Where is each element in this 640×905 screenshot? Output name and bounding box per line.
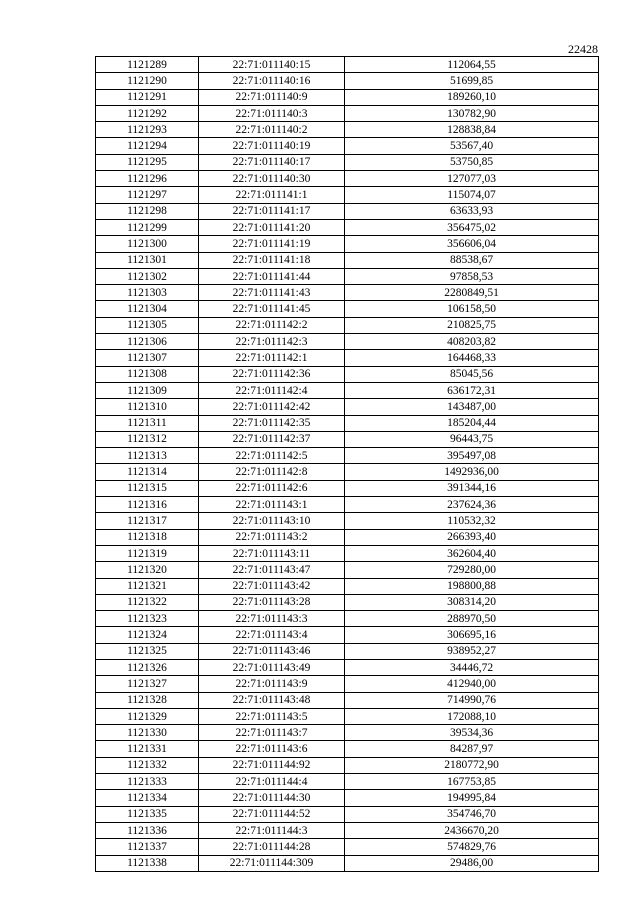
value-cell: 2436670,20 <box>345 822 599 838</box>
value-cell: 29486,00 <box>345 855 599 871</box>
table-row <box>96 301 599 317</box>
value-cell: 412940,00 <box>345 676 599 692</box>
table-row <box>96 676 599 692</box>
table-row <box>96 464 599 480</box>
value-cell: 266393,40 <box>345 529 599 545</box>
table-row <box>96 578 599 594</box>
row-id-cell: 1121328 <box>96 692 199 708</box>
cadastral-number-cell: 22:71:011142:36 <box>199 366 345 382</box>
row-id-cell: 1121295 <box>96 154 199 170</box>
value-cell: 194995,84 <box>345 790 599 806</box>
value-cell: 189260,10 <box>345 89 599 105</box>
row-id-cell: 1121303 <box>96 285 199 301</box>
cadastral-number-cell: 22:71:011142:6 <box>199 480 345 496</box>
cadastral-number-cell: 22:71:011141:1 <box>199 187 345 203</box>
cadastral-number-cell: 22:71:011142:42 <box>199 399 345 415</box>
row-id-cell: 1121317 <box>96 513 199 529</box>
row-id-cell: 1121316 <box>96 497 199 513</box>
value-cell: 362604,40 <box>345 545 599 561</box>
table-row <box>96 89 599 105</box>
table-row <box>96 448 599 464</box>
value-cell: 106158,50 <box>345 301 599 317</box>
table-row <box>96 757 599 773</box>
cadastral-number-cell: 22:71:011144:309 <box>199 855 345 871</box>
cadastral-number-cell: 22:71:011142:8 <box>199 464 345 480</box>
value-cell: 356475,02 <box>345 219 599 235</box>
row-id-cell: 1121302 <box>96 268 199 284</box>
row-id-cell: 1121292 <box>96 105 199 121</box>
cadastral-number-cell: 22:71:011141:45 <box>199 301 345 317</box>
cadastral-number-cell: 22:71:011144:52 <box>199 806 345 822</box>
cadastral-number-cell: 22:71:011142:2 <box>199 317 345 333</box>
cadastral-number-cell: 22:71:011143:1 <box>199 497 345 513</box>
table-row <box>96 236 599 252</box>
table-row <box>96 73 599 89</box>
cadastral-number-cell: 22:71:011143:28 <box>199 594 345 610</box>
value-cell: 110532,32 <box>345 513 599 529</box>
row-id-cell: 1121298 <box>96 203 199 219</box>
table-row <box>96 822 599 838</box>
value-cell: 574829,76 <box>345 839 599 855</box>
cadastral-number-cell: 22:71:011143:9 <box>199 676 345 692</box>
table-row <box>96 366 599 382</box>
page-number: 22428 <box>568 42 598 56</box>
row-id-cell: 1121332 <box>96 757 199 773</box>
table-row <box>96 171 599 187</box>
cadastral-number-cell: 22:71:011142:37 <box>199 431 345 447</box>
table-row <box>96 643 599 659</box>
value-cell: 408203,82 <box>345 334 599 350</box>
table-row <box>96 415 599 431</box>
value-cell: 34446,72 <box>345 659 599 675</box>
table-row <box>96 399 599 415</box>
cadastral-number-cell: 22:71:011143:42 <box>199 578 345 594</box>
table-row <box>96 611 599 627</box>
table-row <box>96 219 599 235</box>
row-id-cell: 1121300 <box>96 236 199 252</box>
table-row <box>96 268 599 284</box>
row-id-cell: 1121301 <box>96 252 199 268</box>
row-id-cell: 1121322 <box>96 594 199 610</box>
row-id-cell: 1121299 <box>96 219 199 235</box>
row-id-cell: 1121308 <box>96 366 199 382</box>
cadastral-number-cell: 22:71:011140:15 <box>199 57 345 73</box>
row-id-cell: 1121313 <box>96 448 199 464</box>
row-id-cell: 1121297 <box>96 187 199 203</box>
value-cell: 185204,44 <box>345 415 599 431</box>
value-cell: 172088,10 <box>345 708 599 724</box>
row-id-cell: 1121304 <box>96 301 199 317</box>
value-cell: 127077,03 <box>345 171 599 187</box>
table-row <box>96 105 599 121</box>
cadastral-number-cell: 22:71:011144:92 <box>199 757 345 773</box>
row-id-cell: 1121310 <box>96 399 199 415</box>
value-cell: 356606,04 <box>345 236 599 252</box>
cadastral-number-cell: 22:71:011143:46 <box>199 643 345 659</box>
cadastral-number-cell: 22:71:011140:3 <box>199 105 345 121</box>
cadastral-number-cell: 22:71:011144:4 <box>199 774 345 790</box>
table-row <box>96 513 599 529</box>
row-id-cell: 1121323 <box>96 611 199 627</box>
table-row <box>96 562 599 578</box>
table-row <box>96 431 599 447</box>
value-cell: 51699,85 <box>345 73 599 89</box>
cadastral-number-cell: 22:71:011142:4 <box>199 382 345 398</box>
value-cell: 84287,97 <box>345 741 599 757</box>
row-id-cell: 1121320 <box>96 562 199 578</box>
row-id-cell: 1121325 <box>96 643 199 659</box>
table-row <box>96 497 599 513</box>
value-cell: 53750,85 <box>345 154 599 170</box>
value-cell: 164468,33 <box>345 350 599 366</box>
table-row <box>96 529 599 545</box>
value-cell: 938952,27 <box>345 643 599 659</box>
row-id-cell: 1121309 <box>96 382 199 398</box>
row-id-cell: 1121294 <box>96 138 199 154</box>
table-row <box>96 350 599 366</box>
value-cell: 2180772,90 <box>345 757 599 773</box>
cadastral-number-cell: 22:71:011143:7 <box>199 725 345 741</box>
row-id-cell: 1121324 <box>96 627 199 643</box>
value-cell: 115074,07 <box>345 187 599 203</box>
value-cell: 714990,76 <box>345 692 599 708</box>
table-row <box>96 594 599 610</box>
row-id-cell: 1121318 <box>96 529 199 545</box>
cadastral-number-cell: 22:71:011142:1 <box>199 350 345 366</box>
value-cell: 85045,56 <box>345 366 599 382</box>
table-row <box>96 252 599 268</box>
table-row <box>96 741 599 757</box>
table-row <box>96 627 599 643</box>
table-row <box>96 855 599 871</box>
row-id-cell: 1121311 <box>96 415 199 431</box>
value-cell: 130782,90 <box>345 105 599 121</box>
row-id-cell: 1121338 <box>96 855 199 871</box>
value-cell: 288970,50 <box>345 611 599 627</box>
cadastral-number-cell: 22:71:011142:3 <box>199 334 345 350</box>
value-cell: 63633,93 <box>345 203 599 219</box>
row-id-cell: 1121329 <box>96 708 199 724</box>
row-id-cell: 1121296 <box>96 171 199 187</box>
row-id-cell: 1121312 <box>96 431 199 447</box>
cadastral-number-cell: 22:71:011143:10 <box>199 513 345 529</box>
value-cell: 88538,67 <box>345 252 599 268</box>
table-row <box>96 382 599 398</box>
cadastral-number-cell: 22:71:011140:30 <box>199 171 345 187</box>
value-cell: 636172,31 <box>345 382 599 398</box>
cadastral-number-cell: 22:71:011143:5 <box>199 708 345 724</box>
table-row <box>96 122 599 138</box>
value-cell: 112064,55 <box>345 57 599 73</box>
cadastral-number-cell: 22:71:011141:20 <box>199 219 345 235</box>
row-id-cell: 1121330 <box>96 725 199 741</box>
table-row <box>96 692 599 708</box>
row-id-cell: 1121293 <box>96 122 199 138</box>
cadastral-number-cell: 22:71:011141:19 <box>199 236 345 252</box>
row-id-cell: 1121289 <box>96 57 199 73</box>
value-cell: 391344,16 <box>345 480 599 496</box>
value-cell: 143487,00 <box>345 399 599 415</box>
cadastral-number-cell: 22:71:011140:19 <box>199 138 345 154</box>
table-row <box>96 790 599 806</box>
row-id-cell: 1121334 <box>96 790 199 806</box>
cadastral-number-cell: 22:71:011140:16 <box>199 73 345 89</box>
cadastral-number-cell: 22:71:011140:17 <box>199 154 345 170</box>
cadastral-number-cell: 22:71:011143:6 <box>199 741 345 757</box>
value-cell: 237624,36 <box>345 497 599 513</box>
row-id-cell: 1121326 <box>96 659 199 675</box>
value-cell: 96443,75 <box>345 431 599 447</box>
table-row <box>96 774 599 790</box>
cadastral-number-cell: 22:71:011144:30 <box>199 790 345 806</box>
cadastral-number-cell: 22:71:011143:2 <box>199 529 345 545</box>
row-id-cell: 1121314 <box>96 464 199 480</box>
cadastral-number-cell: 22:71:011143:48 <box>199 692 345 708</box>
table-row <box>96 317 599 333</box>
cadastral-number-cell: 22:71:011143:47 <box>199 562 345 578</box>
table-row <box>96 659 599 675</box>
cadastral-number-cell: 22:71:011142:35 <box>199 415 345 431</box>
value-cell: 198800,88 <box>345 578 599 594</box>
table-row <box>96 334 599 350</box>
table-row <box>96 57 599 73</box>
table-row <box>96 138 599 154</box>
cadastral-number-cell: 22:71:011143:49 <box>199 659 345 675</box>
table-row <box>96 187 599 203</box>
cadastral-number-cell: 22:71:011141:18 <box>199 252 345 268</box>
value-cell: 395497,08 <box>345 448 599 464</box>
value-cell: 354746,70 <box>345 806 599 822</box>
value-cell: 53567,40 <box>345 138 599 154</box>
table-row <box>96 806 599 822</box>
row-id-cell: 1121333 <box>96 774 199 790</box>
cadastral-number-cell: 22:71:011141:17 <box>199 203 345 219</box>
row-id-cell: 1121331 <box>96 741 199 757</box>
value-cell: 39534,36 <box>345 725 599 741</box>
cadastral-number-cell: 22:71:011144:28 <box>199 839 345 855</box>
cadastral-number-cell: 22:71:011143:11 <box>199 545 345 561</box>
row-id-cell: 1121337 <box>96 839 199 855</box>
table-row <box>96 480 599 496</box>
table-row <box>96 545 599 561</box>
table-row <box>96 839 599 855</box>
data-table <box>95 56 599 872</box>
table-row <box>96 285 599 301</box>
cadastral-number-cell: 22:71:011142:5 <box>199 448 345 464</box>
row-id-cell: 1121319 <box>96 545 199 561</box>
table-row <box>96 203 599 219</box>
value-cell: 128838,84 <box>345 122 599 138</box>
row-id-cell: 1121315 <box>96 480 199 496</box>
cadastral-number-cell: 22:71:011140:2 <box>199 122 345 138</box>
cadastral-number-cell: 22:71:011143:4 <box>199 627 345 643</box>
value-cell: 1492936,00 <box>345 464 599 480</box>
row-id-cell: 1121335 <box>96 806 199 822</box>
cadastral-number-cell: 22:71:011141:43 <box>199 285 345 301</box>
value-cell: 2280849,51 <box>345 285 599 301</box>
row-id-cell: 1121290 <box>96 73 199 89</box>
table-row <box>96 725 599 741</box>
row-id-cell: 1121321 <box>96 578 199 594</box>
row-id-cell: 1121306 <box>96 334 199 350</box>
row-id-cell: 1121336 <box>96 822 199 838</box>
row-id-cell: 1121327 <box>96 676 199 692</box>
value-cell: 167753,85 <box>345 774 599 790</box>
row-id-cell: 1121307 <box>96 350 199 366</box>
table-row <box>96 154 599 170</box>
value-cell: 308314,20 <box>345 594 599 610</box>
row-id-cell: 1121291 <box>96 89 199 105</box>
value-cell: 97858,53 <box>345 268 599 284</box>
cadastral-number-cell: 22:71:011140:9 <box>199 89 345 105</box>
table-row <box>96 708 599 724</box>
value-cell: 729280,00 <box>345 562 599 578</box>
cadastral-number-cell: 22:71:011141:44 <box>199 268 345 284</box>
value-cell: 210825,75 <box>345 317 599 333</box>
cadastral-number-cell: 22:71:011143:3 <box>199 611 345 627</box>
value-cell: 306695,16 <box>345 627 599 643</box>
table-body <box>96 57 599 872</box>
row-id-cell: 1121305 <box>96 317 199 333</box>
cadastral-number-cell: 22:71:011144:3 <box>199 822 345 838</box>
